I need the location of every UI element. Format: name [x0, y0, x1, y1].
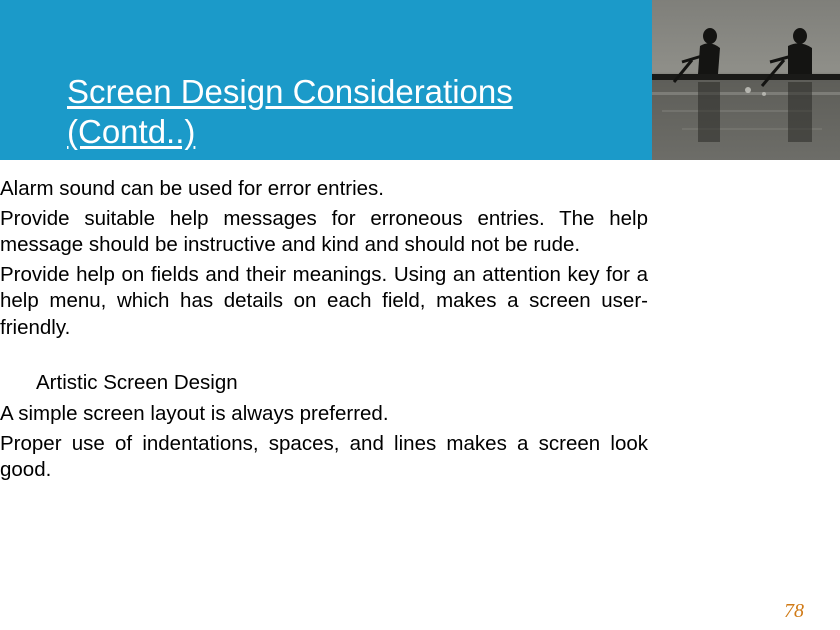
header-band [0, 0, 652, 160]
section-heading: Artistic Screen Design [36, 371, 238, 394]
section-bullet-list [0, 401, 648, 484]
bullet-item: • A simple screen layout is always preferred. [0, 401, 648, 428]
rowers-photo-image [652, 0, 840, 160]
bullet-item: • Provide help on fields and their meanings. Using an attention key for a help menu, which has details on each field, makes a screen user-friendly. [0, 262, 648, 342]
bullet-item: • Alarm sound can be used for error entries. [0, 176, 648, 203]
rowers-photo [652, 0, 840, 160]
slide-title-line-1: Screen Design Considerations [67, 73, 513, 110]
bullet-list [0, 176, 648, 341]
bullet-item: • Proper use of indentations, spaces, and lines makes a screen look good. [0, 431, 648, 484]
slide-title [67, 72, 513, 152]
bullet-item: • Provide suitable help messages for erroneous entries. The help message should be instructive and kind and should not be rude. [0, 206, 648, 259]
slide-title-line-2: (Contd..) [67, 113, 196, 150]
page-number: 78 [784, 600, 804, 622]
slide-content [0, 176, 840, 487]
